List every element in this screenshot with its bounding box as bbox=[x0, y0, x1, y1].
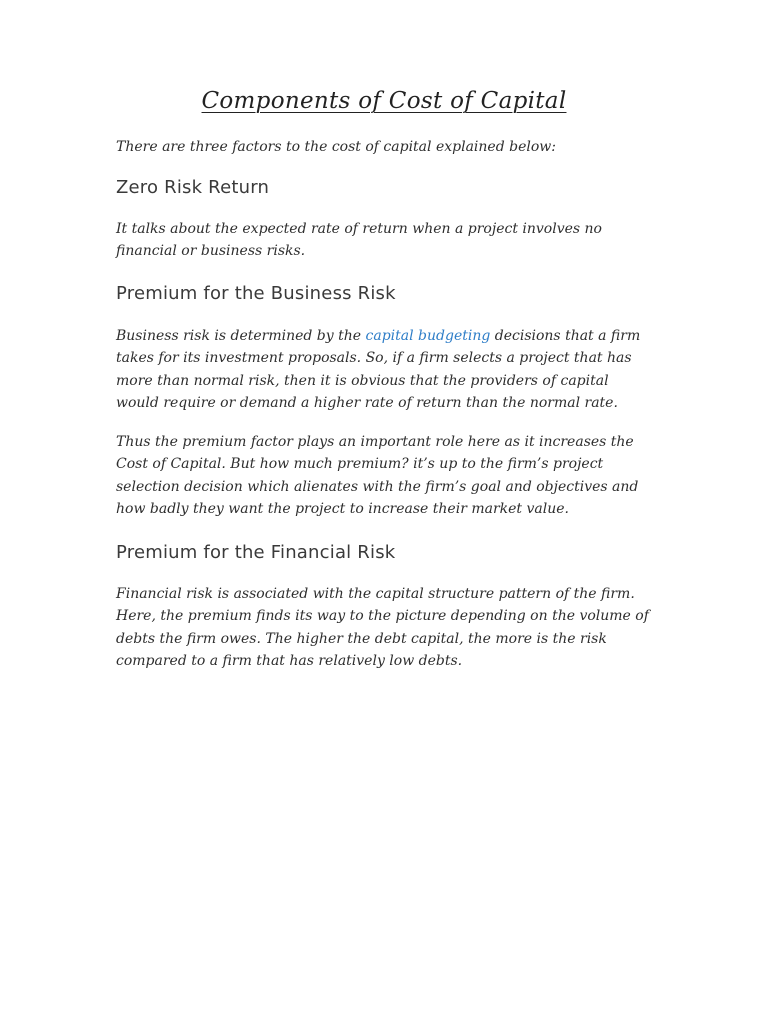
business-risk-text-before-link: Business risk is determined by the bbox=[116, 327, 366, 344]
business-risk-text-after-link: decisions that a firm takes for its investment proposals. So, if a firm selects a project that has more than normal risk, then it is obvious that the providers of capital would require or demand a higher rate of return than the normal rate. bbox=[116, 327, 641, 411]
page-title: Components of Cost of Capital bbox=[201, 88, 567, 114]
business-risk-paragraph-1 bbox=[116, 325, 652, 415]
zero-risk-paragraph: It talks about the expected rate of return when a project involves no financial or business risks. bbox=[116, 220, 602, 259]
section-heading-business-risk: Premium for the Business Risk bbox=[116, 282, 396, 304]
intro-paragraph: There are three factors to the cost of capital explained below: bbox=[116, 139, 556, 155]
financial-risk-paragraph: Financial risk is associated with the capital structure pattern of the firm. Here, the premium finds its way to the picture depending on the volume of debts the firm owes. The higher the debt capital, the more is the risk compared to a firm that has relatively low debts. bbox=[116, 585, 649, 669]
section-heading-zero-risk-return: Zero Risk Return bbox=[116, 176, 270, 198]
section-heading-financial-risk: Premium for the Financial Risk bbox=[116, 541, 396, 563]
capital-budgeting-link[interactable]: capital budgeting bbox=[365, 327, 491, 344]
business-risk-paragraph-2: Thus the premium factor plays an important role here as it increases the Cost of Capital. But how much premium? it’s up to the firm’s project selection decision which alienates with the firm’s goal and objectives and how badly they want the project to increase their market value. bbox=[116, 433, 639, 517]
